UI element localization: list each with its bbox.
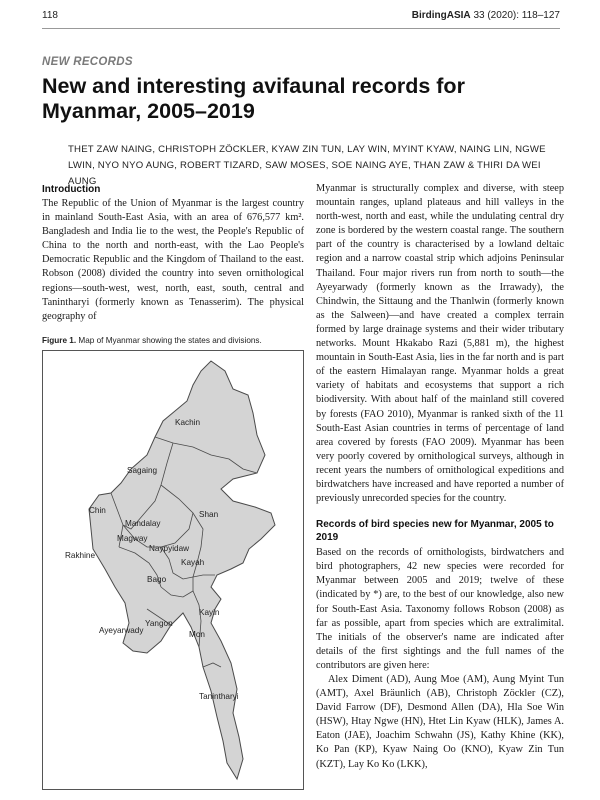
introduction-paragraph: The Republic of the Union of Myanmar is the largest country in mainland South-East Asia, with an area of 676,577 km². Bangladesh and India lie to the west, the People's Republic of China to the north and north-east, with the Lao People's Democratic Republic and the Kingdom of Thailand to the east. Robson (2008) divided the country into seven ornithological regions—south-west, west, north, east, south, central and Tanintharyi (formerly known as Tenasserim). The physical geography of bbox=[42, 198, 304, 322]
map-label-tanintharyi: Tanintharyi bbox=[199, 692, 239, 701]
geography-paragraph: Myanmar is structurally complex and diverse, with steep mountain ranges, upland plateaus and hill valleys in the north-west, north and east, while the undulating central dry zone is bordered by the western coastal range. The southern part of the country is characterised by a lowland deltaic region and a narrow coastal strip which adjoins Peninsular Thailand. Four major rivers run from north to south—the Ayeyarwady (formerly known as the Irrawady), the Chindwin, the Sittaung and the Thanlwin (formerly known as the Salween)—and have created a complex terrain formed by large drainage systems and their wider tributary networks. Mount Hkakabo Razi (5,881 m), the highest mountain in South-East Asia, lies in the far north and is part of the eastern Himalayan range. Myanmar holds a great variety of habitats and ecosystems that support a rich biodiversity. With about half of the mainland still covered by forests (FAO 2010), Myanmar is ranked sixth of the 11 South-East Asian countries in terms of percentage of land area covered by forests (FAO 2009). Myanmar has been very poorly covered by ornithological surveys, although in recent years the numbers of ornithological expeditions and birdwatchers have increased and have reported a number of previously unrecorded species for the country. bbox=[316, 183, 564, 505]
journal-name: BirdingASIA bbox=[411, 10, 471, 21]
map-label-shan: Shan bbox=[199, 510, 219, 519]
map-label-kachin: Kachin bbox=[175, 418, 201, 427]
map-label-kayin: Kayin bbox=[199, 608, 220, 617]
page-number: 118 bbox=[42, 10, 58, 21]
figure-caption bbox=[42, 335, 304, 346]
new-records-heading: Records of bird species new for Myanmar, 2005 to 2019 bbox=[316, 519, 554, 544]
map-label-naypyidaw: Naypyidaw bbox=[149, 544, 190, 553]
myanmar-map bbox=[43, 351, 304, 790]
article-title: New and interesting avifaunal records for Myanmar, 2005–2019 bbox=[42, 74, 465, 123]
contributors-paragraph: Alex Diment (AD), Aung Moe (AM), Aung Myint Tun (AMT), Axel Bräunlich (AB), Christoph Zöckler (CZ), David Farrow (DF), Desmond Allen (DA), Hla Soe Win (HSW), Htay Ngwe (HN), Htet Lin Kyaw (HLK), James A. Eaton (JAE), Joachim Schwahn (JS), Kathy Khine (KK), Ko Pan (KP), Kyaw Naing Oo (KNO), Kyaw Zin Tun (KZT), Lay Ko Ko (LKK), bbox=[316, 674, 564, 770]
right-column bbox=[316, 182, 564, 772]
map-label-yangon: Yangon bbox=[145, 619, 173, 628]
figure-label: Figure 1. bbox=[42, 336, 77, 345]
map-label-rakhine: Rakhine bbox=[65, 551, 96, 560]
new-records-paragraph: Based on the records of ornithologists, birdwatchers and bird photographers, 42 new species were recorded for Myanmar between 2005 and 2019; twelve of these (indicated by *) are, to the best of our knowledge, also new for South-East Asia. Taxonomy follows Robson (2008) as far as possible, apart from species which are extralimital. The initials of the observer's name are indicated after details of the first sightings and the full names of the contributors are given here: bbox=[316, 547, 564, 671]
map-label-mandalay: Mandalay bbox=[125, 519, 161, 528]
map-label-mon: Mon bbox=[189, 630, 205, 639]
figure-caption-text: Map of Myanmar showing the states and divisions. bbox=[78, 336, 262, 345]
introduction-heading: Introduction bbox=[42, 184, 101, 195]
journal-issue: 33 (2020): 118–127 bbox=[473, 10, 560, 21]
header-rule bbox=[42, 28, 560, 29]
map-label-chin: Chin bbox=[89, 506, 106, 515]
map-label-ayeyarwady: Ayeyarwady bbox=[99, 626, 144, 635]
map-label-kayah: Kayah bbox=[181, 558, 205, 567]
map-label-magway: Magway bbox=[117, 534, 148, 543]
map-label-sagaing: Sagaing bbox=[127, 466, 158, 475]
map-label-bago: Bago bbox=[147, 575, 167, 584]
myanmar-map-figure bbox=[42, 350, 304, 790]
section-tag: NEW RECORDS bbox=[42, 56, 133, 68]
journal-citation bbox=[412, 10, 560, 21]
left-column bbox=[42, 184, 304, 324]
author-list: THET ZAW NAING, CHRISTOPH ZÖCKLER, KYAW ZIN TUN, LAY WIN, MYINT KYAW, NAING LIN, NGWE LWIN, NYO NYO AUNG, ROBERT TIZARD, SAW MOSES, SOE NAING AYE, THAN ZAW & THIRI DA WEI AUNG bbox=[68, 144, 546, 187]
